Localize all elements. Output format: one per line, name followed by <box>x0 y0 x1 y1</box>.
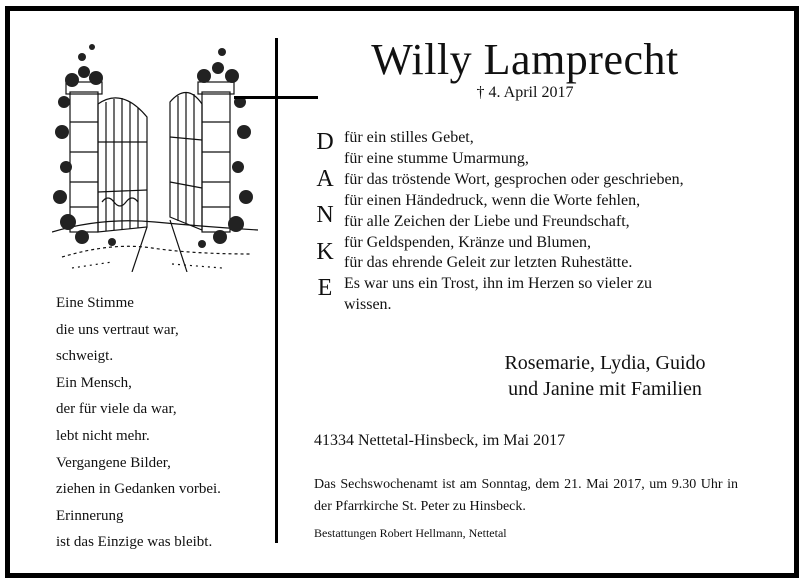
poem-line: Eine Stimme <box>56 295 134 311</box>
garden-gate-illustration <box>52 32 258 272</box>
thanks-line: für eine stumme Umarmung, <box>344 149 529 167</box>
poem-line: Ein Mensch, <box>56 374 132 391</box>
poem-line: schweigt. <box>56 348 114 365</box>
death-date: † 4. April 2017 <box>476 84 574 101</box>
thanks-line: für das tröstende Wort, gesprochen oder geschrieben, <box>344 170 684 188</box>
deceased-name: Willy Lamprecht <box>371 35 679 84</box>
family-line: und Janine mit Familien <box>508 378 702 400</box>
thanks-line: für alle Zeichen der Liebe und Freundschaft, <box>344 212 630 230</box>
cross-icon <box>275 38 278 543</box>
thanks-text <box>344 128 684 316</box>
poem-line: der für viele da war, <box>56 401 177 418</box>
poem-line: lebt nicht mehr. <box>56 427 150 444</box>
acrostic-letter: E <box>317 275 333 301</box>
acrostic-letter: D <box>316 129 334 155</box>
acrostic-letter: N <box>316 202 334 228</box>
undertaker-credit: Bestattungen Robert Hellmann, Nettetal <box>314 526 507 540</box>
thanks-line: wissen. <box>344 296 392 314</box>
place-date: 41334 Nettetal-Hinsbeck, im Mai 2017 <box>314 432 566 449</box>
poem-line: ziehen in Gedanken vorbei. <box>56 481 221 498</box>
acrostic-letter: K <box>316 238 334 265</box>
memorial-poem <box>56 290 221 556</box>
thanks-line: für das ehrende Geleit zur letzten Ruhestätte. <box>344 254 633 272</box>
thanks-line: für einen Händedruck, wenn die Worte fehlen, <box>344 191 641 209</box>
thanks-line: für Geldspenden, Kränze und Blumen, <box>344 233 592 251</box>
danke-acrostic <box>312 124 338 307</box>
poem-line: Vergangene Bilder, <box>56 454 171 471</box>
thanks-line: für ein stilles Gebet, <box>344 129 474 146</box>
family-line: Rosemarie, Lydia, Guido <box>504 352 706 374</box>
thanks-line: Es war uns ein Trost, ihn im Herzen so vieler zu <box>344 275 652 293</box>
acrostic-letter: A <box>316 165 334 192</box>
cross-bar <box>234 96 318 99</box>
poem-line: ist das Einzige was bleibt. <box>56 534 213 551</box>
poem-line: die uns vertraut war, <box>56 321 179 338</box>
service-notice: Das Sechswochenamt ist am Sonntag, dem 21. Mai 2017, um 9.30 Uhr in der Pfarrkirche St. Peter zu Hinsbeck. <box>314 477 738 514</box>
poem-line: Erinnerung <box>56 507 124 524</box>
family-signature <box>470 350 740 402</box>
